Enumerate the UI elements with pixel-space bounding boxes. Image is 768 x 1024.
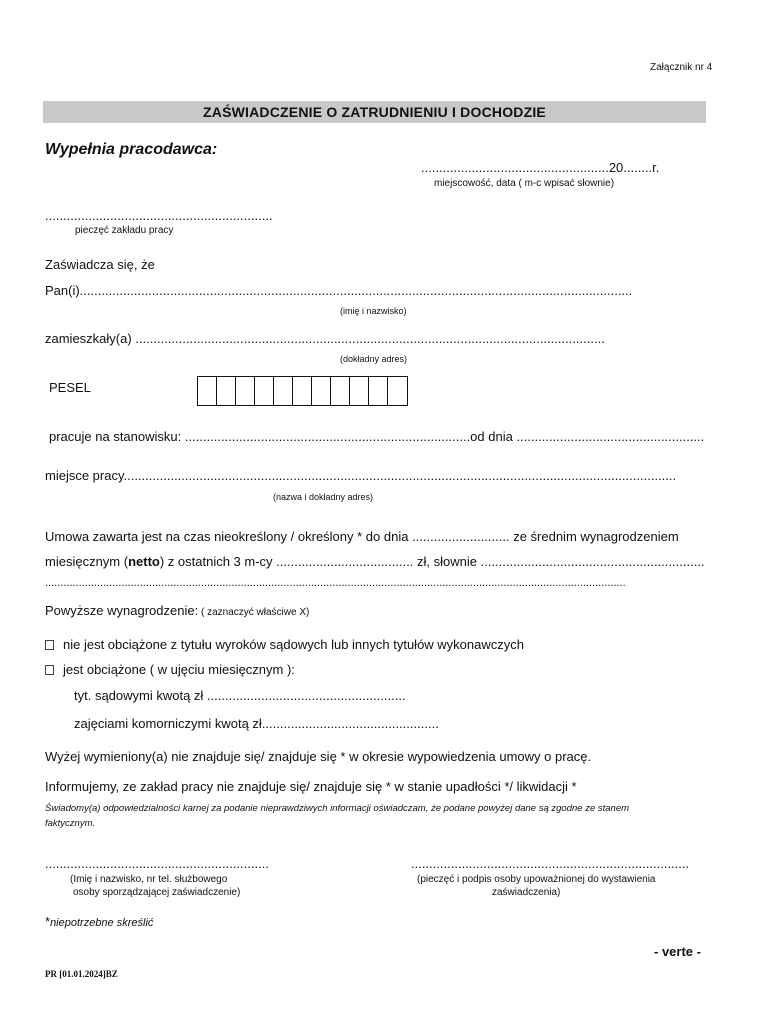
pesel-digit-box[interactable] [350, 377, 369, 405]
footnote-star: * [45, 914, 51, 929]
income-field[interactable] [45, 554, 705, 569]
place-date-caption: miejscowość, data ( m-c wpisać słownie) [434, 178, 615, 189]
pesel-digit-box[interactable] [369, 377, 388, 405]
workplace-field[interactable]: miejsce pracy......................................................................................................................................................... [45, 468, 677, 483]
contract-field[interactable]: Umowa zawarta jest na czas nieokreślony / określony * do dnia ........................... ze średnim wynagrodzeniem [45, 529, 679, 544]
dotted-line[interactable]: .............................................................................................................................................................................................. [45, 577, 626, 589]
option-not-encumbered[interactable] [45, 637, 524, 652]
preparer-signature-field[interactable]: .............................................................. [45, 856, 269, 871]
workplace-caption: (nazwa i dokładny adres) [273, 492, 374, 502]
bailiff-amount-field[interactable]: zajęciami komorniczymi kwotą zł................................................. [74, 716, 439, 731]
filled-by-heading: Wypełnia pracodawca: [45, 141, 218, 158]
pesel-digit-box[interactable] [198, 377, 217, 405]
name-caption: (imię i nazwisko) [340, 306, 407, 316]
pesel-digit-box[interactable] [293, 377, 312, 405]
footnote-text: niepotrzebne skreślić [50, 917, 154, 929]
stamp-field[interactable]: ............................................................... [45, 208, 273, 223]
footnote [45, 914, 153, 929]
authorized-caption-1: (pieczęć i podpis osoby upoważnionej do wystawienia [417, 874, 656, 885]
salary-label [45, 603, 309, 618]
pesel-digit-box[interactable] [236, 377, 255, 405]
verte-label: - verte - [654, 944, 701, 959]
declaration-line-1: Świadomy(a) odpowiedzialności karnej za podanie nieprawdziwych informacji oświadczam, że podane powyżej dane są zgodne ze stanem [45, 803, 630, 814]
checkbox-icon[interactable] [45, 640, 54, 650]
declaration-line-2: faktycznym. [45, 818, 96, 829]
notice-statement: Wyżej wymieniony(a) nie znajduje się/ znajduje się * w okresie wypowiedzenia umowy o pracę. [45, 749, 592, 764]
salary-label-text: Powyższe wynagrodzenie: [45, 603, 199, 618]
authorized-signature-field[interactable]: ............................................................................. [411, 856, 690, 871]
pesel-digit-box[interactable] [388, 377, 407, 405]
place-date-field[interactable]: ....................................................20........r. [421, 160, 660, 175]
position-field[interactable]: pracuje na stanowisku: ...............................................................................od dnia .................................................... [49, 429, 705, 444]
income-net-label: netto [128, 554, 160, 569]
income-prefix: miesięcznym ( [45, 554, 129, 569]
address-field[interactable]: zamieszkały(a) .................................................................................................................................. [45, 331, 605, 346]
income-suffix: ) z ostatnich 3 m-cy ...................................... zł, słownie .............................................................. [159, 554, 705, 569]
salary-note: ( zaznaczyć właściwe X) [198, 607, 310, 618]
pesel-grid[interactable] [197, 376, 408, 406]
preparer-caption-1: (Imię i nazwisko, nr tel. służbowego [70, 874, 228, 885]
pesel-digit-box[interactable] [331, 377, 350, 405]
checkbox-icon[interactable] [45, 665, 54, 675]
document-title: ZAŚWIADCZENIE O ZATRUDNIENIU I DOCHODZIE [43, 101, 706, 123]
court-amount-field[interactable]: tyt. sądowymi kwotą zł ....................................................... [74, 688, 406, 703]
address-caption: (dokładny adres) [340, 354, 408, 364]
attachment-label: Załącznik nr 4 [650, 62, 713, 73]
pesel-digit-box[interactable] [274, 377, 293, 405]
certifies-text: Zaświadcza się, że [45, 257, 155, 272]
option-encumbered-label: jest obciążone ( w ujęciu miesięcznym ): [63, 662, 295, 677]
bankruptcy-statement: Informujemy, ze zakład pracy nie znajduje się/ znajduje się * w stanie upadłości */ likwidacji * [45, 779, 577, 794]
authorized-caption-2: zaświadczenia) [492, 887, 561, 898]
pesel-digit-box[interactable] [312, 377, 331, 405]
name-field[interactable]: Pan(i)......................................................................................................................................................... [45, 283, 633, 298]
option-encumbered[interactable] [45, 662, 295, 677]
option-not-encumbered-label: nie jest obciążone z tytułu wyroków sądowych lub innych tytułów wykonawczych [63, 637, 524, 652]
pesel-label: PESEL [49, 380, 91, 395]
pesel-digit-box[interactable] [255, 377, 274, 405]
form-code: PR [01.01.2024]BZ [45, 969, 118, 979]
preparer-caption-2: osoby sporządzającej zaświadczenie) [73, 887, 241, 898]
stamp-caption: pieczęć zakładu pracy [75, 225, 174, 236]
pesel-digit-box[interactable] [217, 377, 236, 405]
